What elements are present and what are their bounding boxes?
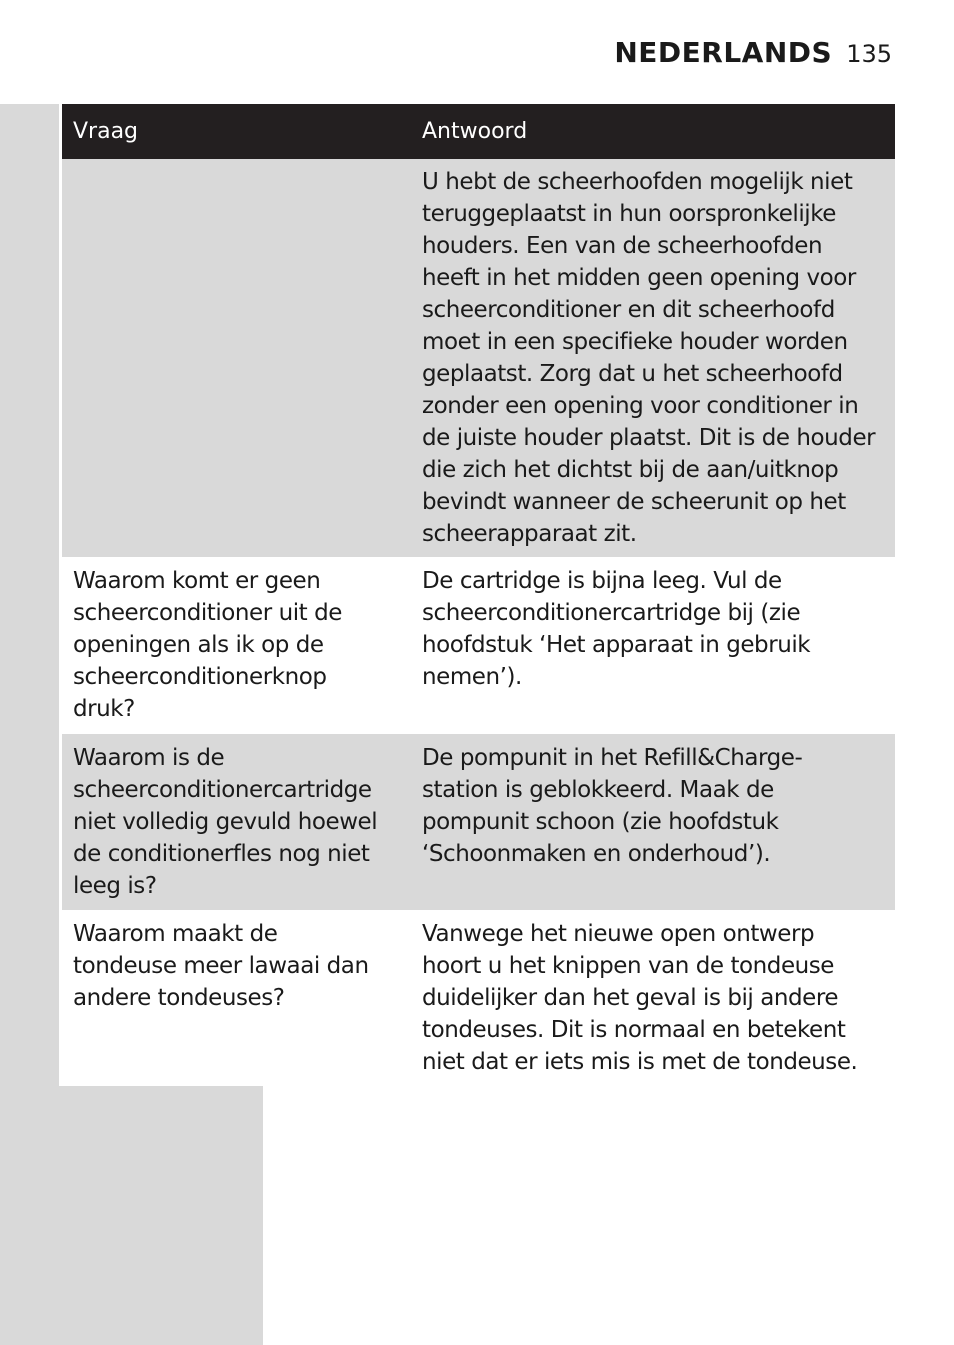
question-line: scheerconditionercartridge: [73, 777, 372, 803]
answer-line: bevindt wanneer de scheerunit op het: [422, 489, 846, 515]
column-header-question: Vraag: [73, 119, 139, 144]
answer-line: niet dat er iets mis is met de tondeuse.: [422, 1049, 858, 1075]
answer-line: duidelijker dan het geval is bij andere: [422, 985, 839, 1011]
answer-line: tondeuses. Dit is normaal en betekent: [422, 1017, 846, 1043]
answer-line: scheerapparaat zit.: [422, 521, 637, 547]
answer-cell: [411, 742, 895, 910]
answer-cell: [411, 565, 895, 734]
question-line: niet volledig gevuld hoewel: [73, 809, 378, 835]
section-title: NEDERLANDS: [614, 36, 833, 69]
question-line: scheerconditioner uit de: [73, 600, 342, 626]
table-row: [62, 734, 895, 910]
answer-line: scheerconditionercartridge bij (zie: [422, 600, 801, 626]
question-line: Waarom is de: [73, 745, 225, 771]
answer-line: scheerconditioner en dit scheerhoofd: [422, 297, 835, 323]
question-line: openingen als ik op de: [73, 632, 324, 658]
table-row: [62, 910, 895, 1086]
bottom-tab-block: [0, 1086, 263, 1345]
answer-line: station is geblokkeerd. Maak de: [422, 777, 774, 803]
answer-line: hoofdstuk ‘Het apparaat in gebruik: [422, 632, 811, 658]
answer-line: teruggeplaatst in hun oorspronkelijke: [422, 201, 836, 227]
answer-line: De cartridge is bijna leeg. Vul de: [422, 568, 782, 594]
question-cell: [62, 565, 411, 734]
answer-line: pompunit schoon (zie hoofdstuk: [422, 809, 779, 835]
answer-cell: [411, 166, 895, 557]
answer-line: de juiste houder plaatst. Dit is de houder: [422, 425, 876, 451]
answer-cell: [411, 918, 895, 1086]
question-cell: [62, 918, 411, 1086]
question-cell: [62, 166, 411, 557]
question-line: scheerconditionerknop: [73, 664, 327, 690]
answer-line: houders. Een van de scheerhoofden: [422, 233, 823, 259]
answer-line: Vanwege het nieuwe open ontwerp: [422, 921, 815, 947]
question-line: andere tondeuses?: [73, 985, 285, 1011]
table-header: [62, 104, 895, 159]
question-cell: [62, 742, 411, 910]
question-line: leeg is?: [73, 873, 157, 899]
answer-line: geplaatst. Zorg dat u het scheerhoofd: [422, 361, 843, 387]
answer-line: nemen’).: [422, 664, 522, 690]
answer-line: moet in een specifieke houder worden: [422, 329, 848, 355]
answer-line: die zich het dichtst bij de aan/uitknop: [422, 457, 839, 483]
answer-line: De pompunit in het Refill&Charge-: [422, 745, 803, 771]
column-header-answer: Antwoord: [422, 119, 528, 144]
troubleshooting-table: [62, 104, 895, 1086]
question-line: druk?: [73, 696, 135, 722]
answer-line: U hebt de scheerhoofden mogelijk niet: [422, 169, 853, 195]
question-line: de conditionerfles nog niet: [73, 841, 370, 867]
answer-line: hoort u het knippen van de tondeuse: [422, 953, 835, 979]
table-row: [62, 557, 895, 734]
answer-line: zonder een opening voor conditioner in: [422, 393, 859, 419]
page-number: 135: [846, 40, 892, 68]
answer-line: ‘Schoonmaken en onderhoud’).: [422, 841, 771, 867]
page-header: [614, 36, 892, 69]
question-line: Waarom maakt de: [73, 921, 278, 947]
question-line: Waarom komt er geen: [73, 568, 321, 594]
question-line: tondeuse meer lawaai dan: [73, 953, 369, 979]
table-row: [62, 159, 895, 557]
answer-line: heeft in het midden geen opening voor: [422, 265, 856, 291]
